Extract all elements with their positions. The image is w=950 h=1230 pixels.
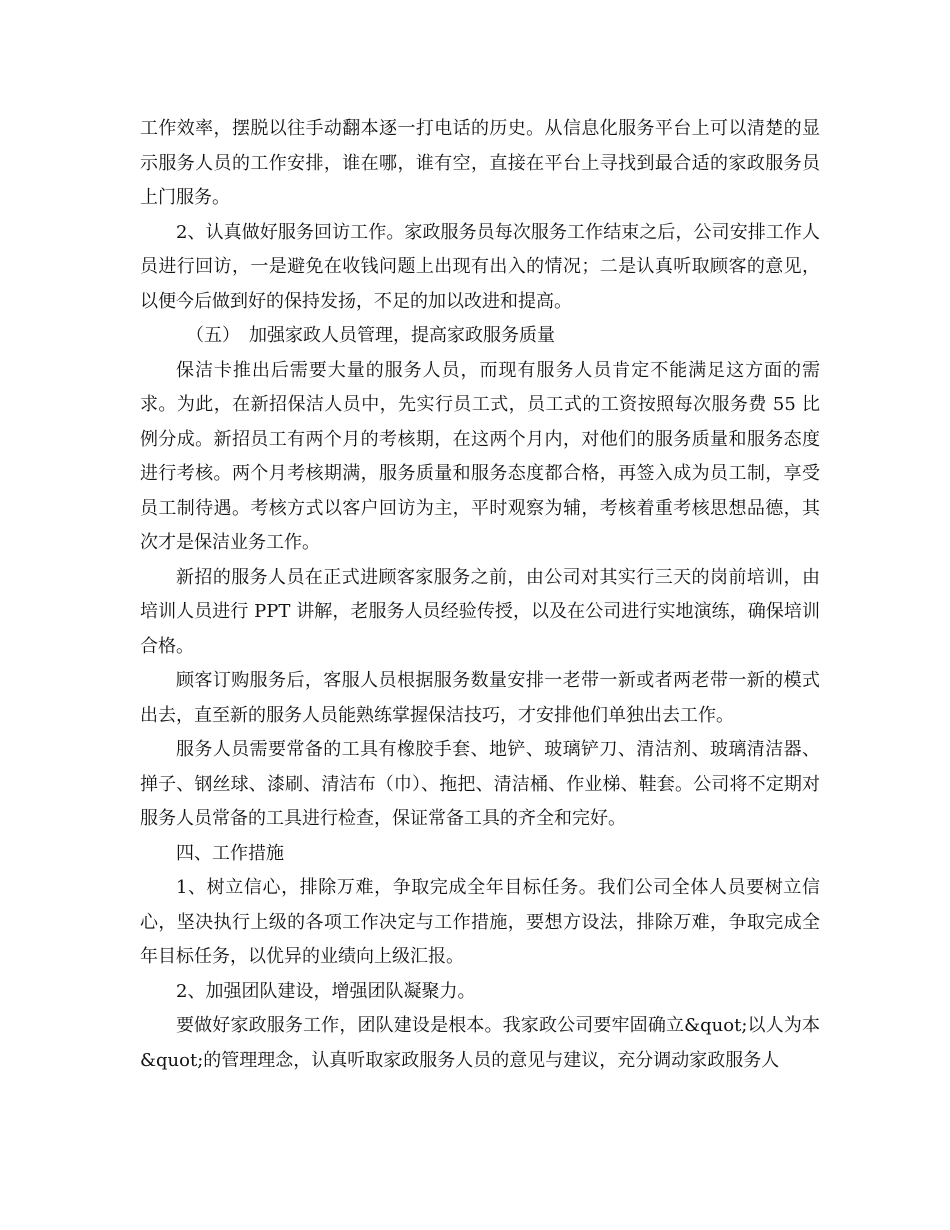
paragraph-training: 新招的服务人员在正式进顾客家服务之前，由公司对其实行三天的岗前培训，由培训人员进行 PPT 讲解，老服务人员经验传授，以及在公司进行实地演练，确保培训合格。 [140, 566, 820, 657]
paragraph-continuation: 工作效率，摆脱以往手动翻本逐一打电话的历史。从信息化服务平台上可以清楚的显示服务人员的工作安排，谁在哪，谁有空，直接在平台上寻找到最合适的家政服务员上门服务。 [140, 118, 820, 208]
paragraph-tools: 服务人员需要常备的工具有橡胶手套、地铲、玻璃铲刀、清洁剂、玻璃清洁器、掸子、钢丝球、漆刷、清洁布（巾）、拖把、清洁桶、作业梯、鞋套。公司将不定期对服务人员常备的工具进行检查，保证常备工具的齐全和完好。 [140, 739, 820, 829]
section-heading-measures: 四、工作措施 [176, 842, 284, 864]
paragraph-team-building: 要做好家政服务工作，团队建设是根本。我家政公司要牢固确立&quot;以人为本&quot;的管理理念，认真听取家政服务人员的意见与建议，充分调动家政服务人 [140, 1015, 820, 1071]
paragraph-followup-visit: 2、认真做好服务回访工作。家政服务员每次服务工作结束之后，公司安排工作人员进行回访，一是避免在收钱问题上出现有出入的情况；二是认真听取顾客的意见，以便今后做到好的保持发扬，不足的加以改进和提高。 [140, 221, 820, 312]
paragraph-confidence: 1、树立信心，排除万难，争取完成全年目标任务。我们公司全体人员要树立信心，坚决执行上级的各项工作决定与工作措施，要想方设法，排除万难，争取完成全年目标任务，以优异的业绩向上级汇报。 [140, 877, 820, 967]
document-body [140, 112, 820, 1078]
paragraph-mentoring: 顾客订购服务后，客服人员根据服务数量安排一老带一新或者两老带一新的模式出去，直至新的服务人员能熟练掌握保洁技巧，才安排他们单独出去工作。 [140, 670, 820, 726]
paragraph-team-heading: 2、加强团队建设，增强团队凝聚力。 [176, 980, 476, 1002]
section-heading-five: （五） 加强家政人员管理，提高家政服务质量 [186, 325, 555, 346]
paragraph-staffing: 保洁卡推出后需要大量的服务人员，而现有服务人员肯定不能满足这方面的需求。为此，在新招保洁人员中，先实行员工式，员工式的工资按照每次服务费 55 比例分成。新招员工有两个月的考核期，在这两个月内，对他们的服务质量和服务态度进行考核。两个月考核期满，服务质量和服务态度都合格，再签入成为员工制，享受员工制待遇。考核方式以客户回访为主，平时观察为辅，考核着重考核思想品德，其次才是保洁业务工作。 [140, 359, 820, 553]
